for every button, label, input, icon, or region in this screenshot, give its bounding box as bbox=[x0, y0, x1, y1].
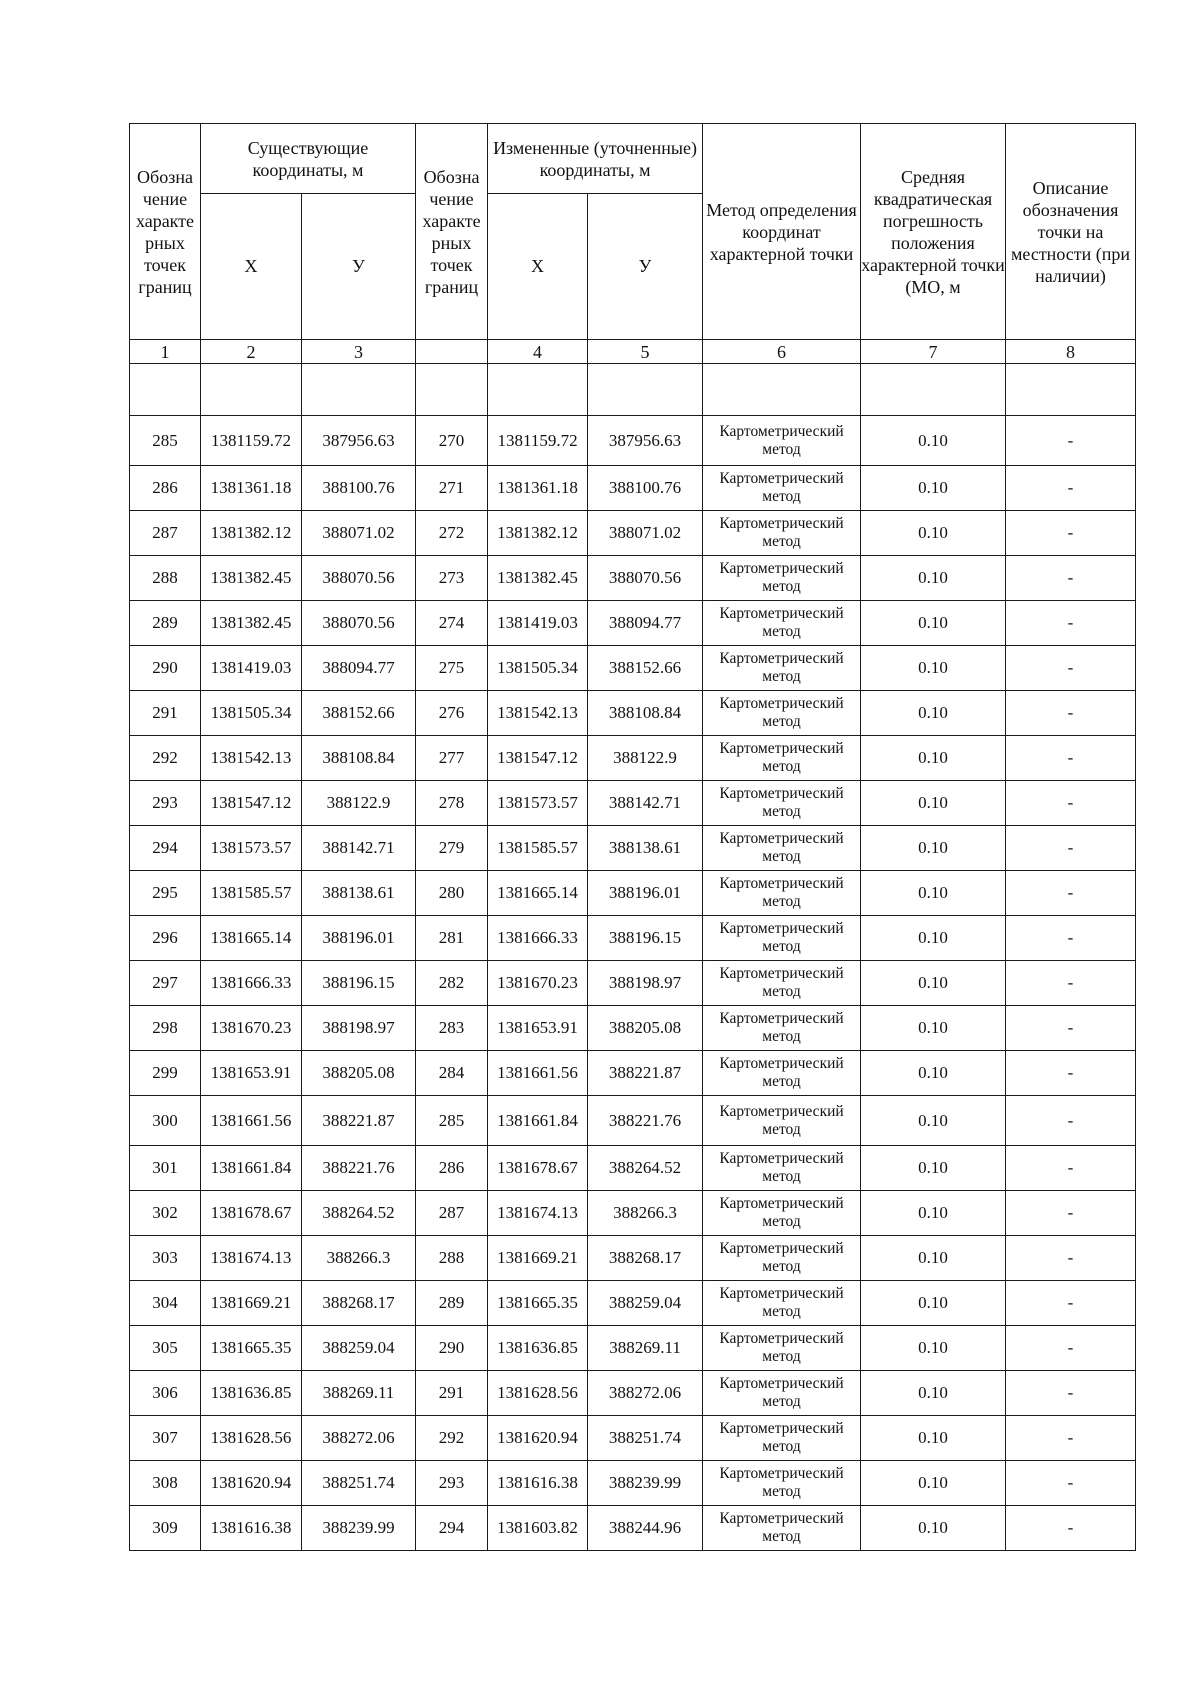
cell-description: - bbox=[1006, 916, 1136, 961]
cell-point-changed: 292 bbox=[416, 1416, 488, 1461]
cell-existing-y: 388221.87 bbox=[302, 1096, 416, 1146]
cell-existing-x: 1381382.12 bbox=[201, 511, 302, 556]
cell-error: 0.10 bbox=[861, 1051, 1006, 1096]
cell-existing-x: 1381661.56 bbox=[201, 1096, 302, 1146]
cell-existing-x: 1381666.33 bbox=[201, 961, 302, 1006]
cell-changed-y: 388268.17 bbox=[588, 1236, 703, 1281]
cell-existing-y: 388196.01 bbox=[302, 916, 416, 961]
cell-point-changed: 285 bbox=[416, 1096, 488, 1146]
table-row bbox=[130, 826, 1136, 871]
cell-existing-x: 1381636.85 bbox=[201, 1371, 302, 1416]
blank-cell bbox=[130, 364, 201, 416]
cell-point-existing: 304 bbox=[130, 1281, 201, 1326]
cell-method: Картометрический метод bbox=[703, 871, 861, 916]
cell-changed-y: 388244.96 bbox=[588, 1506, 703, 1551]
cell-method: Картометрический метод bbox=[703, 601, 861, 646]
column-numbers-row bbox=[130, 340, 1136, 364]
cell-existing-y: 388094.77 bbox=[302, 646, 416, 691]
table-row bbox=[130, 1236, 1136, 1281]
cell-changed-x: 1381159.72 bbox=[488, 416, 588, 466]
cell-method: Картометрический метод bbox=[703, 1371, 861, 1416]
cell-existing-y: 388272.06 bbox=[302, 1416, 416, 1461]
cell-method: Картометрический метод bbox=[703, 826, 861, 871]
cell-existing-x: 1381505.34 bbox=[201, 691, 302, 736]
cell-existing-y: 388264.52 bbox=[302, 1191, 416, 1236]
cell-description: - bbox=[1006, 826, 1136, 871]
cell-point-existing: 299 bbox=[130, 1051, 201, 1096]
table-row bbox=[130, 916, 1136, 961]
table-row bbox=[130, 1371, 1136, 1416]
cell-point-changed: 294 bbox=[416, 1506, 488, 1551]
cell-point-existing: 285 bbox=[130, 416, 201, 466]
cell-point-existing: 288 bbox=[130, 556, 201, 601]
cell-point-changed: 284 bbox=[416, 1051, 488, 1096]
cell-existing-y: 388152.66 bbox=[302, 691, 416, 736]
cell-point-changed: 282 bbox=[416, 961, 488, 1006]
cell-changed-x: 1381620.94 bbox=[488, 1416, 588, 1461]
cell-existing-y: 388100.76 bbox=[302, 466, 416, 511]
cell-changed-y: 388196.01 bbox=[588, 871, 703, 916]
header-changed-x: Х bbox=[488, 194, 588, 340]
cell-description: - bbox=[1006, 1506, 1136, 1551]
cell-changed-y: 388198.97 bbox=[588, 961, 703, 1006]
cell-point-existing: 297 bbox=[130, 961, 201, 1006]
coordinates-table bbox=[129, 123, 1136, 1551]
cell-point-existing: 303 bbox=[130, 1236, 201, 1281]
cell-method: Картометрический метод bbox=[703, 1146, 861, 1191]
column-number: 4 bbox=[488, 340, 588, 364]
cell-existing-y: 388268.17 bbox=[302, 1281, 416, 1326]
cell-point-changed: 289 bbox=[416, 1281, 488, 1326]
cell-point-existing: 305 bbox=[130, 1326, 201, 1371]
cell-changed-x: 1381382.12 bbox=[488, 511, 588, 556]
cell-description: - bbox=[1006, 871, 1136, 916]
cell-existing-x: 1381661.84 bbox=[201, 1146, 302, 1191]
cell-point-changed: 287 bbox=[416, 1191, 488, 1236]
cell-description: - bbox=[1006, 601, 1136, 646]
cell-point-changed: 290 bbox=[416, 1326, 488, 1371]
cell-existing-x: 1381616.38 bbox=[201, 1506, 302, 1551]
cell-changed-y: 388239.99 bbox=[588, 1461, 703, 1506]
cell-point-changed: 280 bbox=[416, 871, 488, 916]
cell-changed-x: 1381419.03 bbox=[488, 601, 588, 646]
cell-existing-x: 1381670.23 bbox=[201, 1006, 302, 1051]
cell-changed-y: 388221.87 bbox=[588, 1051, 703, 1096]
cell-error: 0.10 bbox=[861, 1371, 1006, 1416]
blank-cell bbox=[703, 364, 861, 416]
cell-point-existing: 295 bbox=[130, 871, 201, 916]
cell-existing-x: 1381674.13 bbox=[201, 1236, 302, 1281]
cell-changed-x: 1381661.56 bbox=[488, 1051, 588, 1096]
cell-existing-x: 1381628.56 bbox=[201, 1416, 302, 1461]
table-row bbox=[130, 736, 1136, 781]
cell-changed-x: 1381542.13 bbox=[488, 691, 588, 736]
cell-existing-x: 1381665.35 bbox=[201, 1326, 302, 1371]
cell-point-changed: 275 bbox=[416, 646, 488, 691]
cell-changed-x: 1381505.34 bbox=[488, 646, 588, 691]
cell-existing-y: 388239.99 bbox=[302, 1506, 416, 1551]
cell-description: - bbox=[1006, 416, 1136, 466]
cell-method: Картометрический метод bbox=[703, 511, 861, 556]
cell-changed-y: 388100.76 bbox=[588, 466, 703, 511]
cell-method: Картометрический метод bbox=[703, 1051, 861, 1096]
cell-point-changed: 270 bbox=[416, 416, 488, 466]
cell-point-changed: 277 bbox=[416, 736, 488, 781]
cell-existing-x: 1381361.18 bbox=[201, 466, 302, 511]
cell-point-existing: 293 bbox=[130, 781, 201, 826]
table-row bbox=[130, 1461, 1136, 1506]
table-row bbox=[130, 556, 1136, 601]
cell-point-existing: 296 bbox=[130, 916, 201, 961]
cell-error: 0.10 bbox=[861, 1281, 1006, 1326]
cell-existing-x: 1381382.45 bbox=[201, 601, 302, 646]
cell-method: Картометрический метод bbox=[703, 1326, 861, 1371]
cell-point-existing: 307 bbox=[130, 1416, 201, 1461]
cell-point-changed: 279 bbox=[416, 826, 488, 871]
cell-point-existing: 308 bbox=[130, 1461, 201, 1506]
cell-description: - bbox=[1006, 1416, 1136, 1461]
cell-existing-y: 388196.15 bbox=[302, 961, 416, 1006]
cell-description: - bbox=[1006, 961, 1136, 1006]
cell-existing-y: 388266.3 bbox=[302, 1236, 416, 1281]
cell-changed-x: 1381653.91 bbox=[488, 1006, 588, 1051]
cell-existing-x: 1381159.72 bbox=[201, 416, 302, 466]
cell-error: 0.10 bbox=[861, 736, 1006, 781]
table-row bbox=[130, 691, 1136, 736]
cell-existing-x: 1381620.94 bbox=[201, 1461, 302, 1506]
cell-point-changed: 278 bbox=[416, 781, 488, 826]
cell-error: 0.10 bbox=[861, 601, 1006, 646]
cell-description: - bbox=[1006, 1051, 1136, 1096]
cell-changed-y: 388142.71 bbox=[588, 781, 703, 826]
cell-changed-y: 388205.08 bbox=[588, 1006, 703, 1051]
cell-changed-y: 388259.04 bbox=[588, 1281, 703, 1326]
cell-error: 0.10 bbox=[861, 1326, 1006, 1371]
cell-existing-x: 1381585.57 bbox=[201, 871, 302, 916]
cell-method: Картометрический метод bbox=[703, 646, 861, 691]
cell-changed-y: 388221.76 bbox=[588, 1096, 703, 1146]
cell-point-existing: 289 bbox=[130, 601, 201, 646]
header-existing-x: Х bbox=[201, 194, 302, 340]
header-existing-y: У bbox=[302, 194, 416, 340]
cell-description: - bbox=[1006, 1461, 1136, 1506]
cell-changed-x: 1381361.18 bbox=[488, 466, 588, 511]
cell-existing-y: 388251.74 bbox=[302, 1461, 416, 1506]
cell-method: Картометрический метод bbox=[703, 1236, 861, 1281]
cell-description: - bbox=[1006, 1191, 1136, 1236]
cell-changed-x: 1381674.13 bbox=[488, 1191, 588, 1236]
cell-changed-x: 1381669.21 bbox=[488, 1236, 588, 1281]
cell-existing-x: 1381653.91 bbox=[201, 1051, 302, 1096]
cell-changed-y: 388251.74 bbox=[588, 1416, 703, 1461]
cell-existing-x: 1381573.57 bbox=[201, 826, 302, 871]
column-number bbox=[416, 340, 488, 364]
cell-error: 0.10 bbox=[861, 1236, 1006, 1281]
cell-method: Картометрический метод bbox=[703, 1281, 861, 1326]
cell-point-existing: 301 bbox=[130, 1146, 201, 1191]
cell-method: Картометрический метод bbox=[703, 1096, 861, 1146]
cell-method: Картометрический метод bbox=[703, 736, 861, 781]
cell-error: 0.10 bbox=[861, 466, 1006, 511]
cell-changed-x: 1381585.57 bbox=[488, 826, 588, 871]
cell-description: - bbox=[1006, 646, 1136, 691]
cell-method: Картометрический метод bbox=[703, 916, 861, 961]
cell-existing-y: 388142.71 bbox=[302, 826, 416, 871]
cell-changed-x: 1381636.85 bbox=[488, 1326, 588, 1371]
cell-method: Картометрический метод bbox=[703, 1461, 861, 1506]
cell-description: - bbox=[1006, 691, 1136, 736]
cell-changed-y: 388122.9 bbox=[588, 736, 703, 781]
cell-changed-y: 388070.56 bbox=[588, 556, 703, 601]
cell-existing-x: 1381678.67 bbox=[201, 1191, 302, 1236]
cell-changed-y: 388108.84 bbox=[588, 691, 703, 736]
cell-method: Картометрический метод bbox=[703, 466, 861, 511]
cell-point-existing: 286 bbox=[130, 466, 201, 511]
blank-cell bbox=[588, 364, 703, 416]
cell-changed-x: 1381666.33 bbox=[488, 916, 588, 961]
cell-error: 0.10 bbox=[861, 556, 1006, 601]
cell-existing-y: 388205.08 bbox=[302, 1051, 416, 1096]
blank-cell bbox=[1006, 364, 1136, 416]
column-number: 6 bbox=[703, 340, 861, 364]
cell-error: 0.10 bbox=[861, 691, 1006, 736]
cell-existing-x: 1381419.03 bbox=[201, 646, 302, 691]
header-changed-y: У bbox=[588, 194, 703, 340]
cell-existing-y: 387956.63 bbox=[302, 416, 416, 466]
cell-point-existing: 302 bbox=[130, 1191, 201, 1236]
cell-error: 0.10 bbox=[861, 416, 1006, 466]
cell-method: Картометрический метод bbox=[703, 416, 861, 466]
cell-changed-x: 1381670.23 bbox=[488, 961, 588, 1006]
table-row bbox=[130, 466, 1136, 511]
cell-point-changed: 288 bbox=[416, 1236, 488, 1281]
header-point-designation-existing: Обозна чение характе рных точек границ bbox=[130, 124, 201, 340]
cell-method: Картометрический метод bbox=[703, 1191, 861, 1236]
cell-error: 0.10 bbox=[861, 511, 1006, 556]
cell-description: - bbox=[1006, 1236, 1136, 1281]
cell-description: - bbox=[1006, 1371, 1136, 1416]
table-row bbox=[130, 1506, 1136, 1551]
cell-description: - bbox=[1006, 736, 1136, 781]
cell-method: Картометрический метод bbox=[703, 961, 861, 1006]
cell-error: 0.10 bbox=[861, 1191, 1006, 1236]
column-number: 8 bbox=[1006, 340, 1136, 364]
cell-existing-y: 388108.84 bbox=[302, 736, 416, 781]
cell-changed-y: 388196.15 bbox=[588, 916, 703, 961]
column-number: 7 bbox=[861, 340, 1006, 364]
cell-changed-y: 388094.77 bbox=[588, 601, 703, 646]
cell-existing-y: 388070.56 bbox=[302, 556, 416, 601]
cell-point-existing: 300 bbox=[130, 1096, 201, 1146]
cell-changed-x: 1381665.35 bbox=[488, 1281, 588, 1326]
cell-changed-x: 1381661.84 bbox=[488, 1096, 588, 1146]
cell-existing-y: 388071.02 bbox=[302, 511, 416, 556]
cell-changed-y: 388264.52 bbox=[588, 1146, 703, 1191]
cell-existing-x: 1381665.14 bbox=[201, 916, 302, 961]
table-row bbox=[130, 1326, 1136, 1371]
cell-point-changed: 291 bbox=[416, 1371, 488, 1416]
cell-error: 0.10 bbox=[861, 1006, 1006, 1051]
cell-error: 0.10 bbox=[861, 646, 1006, 691]
blank-cell bbox=[201, 364, 302, 416]
cell-method: Картометрический метод bbox=[703, 781, 861, 826]
cell-method: Картометрический метод bbox=[703, 1416, 861, 1461]
cell-changed-y: 388152.66 bbox=[588, 646, 703, 691]
cell-method: Картометрический метод bbox=[703, 1006, 861, 1051]
cell-changed-x: 1381382.45 bbox=[488, 556, 588, 601]
table-row bbox=[130, 1146, 1136, 1191]
cell-point-existing: 309 bbox=[130, 1506, 201, 1551]
table-row bbox=[130, 511, 1136, 556]
table-row bbox=[130, 601, 1136, 646]
column-number: 2 bbox=[201, 340, 302, 364]
cell-point-changed: 274 bbox=[416, 601, 488, 646]
table-row bbox=[130, 961, 1136, 1006]
cell-point-changed: 281 bbox=[416, 916, 488, 961]
cell-description: - bbox=[1006, 1006, 1136, 1051]
cell-point-changed: 271 bbox=[416, 466, 488, 511]
cell-existing-y: 388259.04 bbox=[302, 1326, 416, 1371]
cell-description: - bbox=[1006, 466, 1136, 511]
cell-point-changed: 272 bbox=[416, 511, 488, 556]
cell-description: - bbox=[1006, 1281, 1136, 1326]
cell-changed-y: 388272.06 bbox=[588, 1371, 703, 1416]
cell-existing-y: 388122.9 bbox=[302, 781, 416, 826]
cell-point-changed: 293 bbox=[416, 1461, 488, 1506]
table-row bbox=[130, 1051, 1136, 1096]
cell-error: 0.10 bbox=[861, 871, 1006, 916]
cell-point-changed: 283 bbox=[416, 1006, 488, 1051]
cell-point-existing: 294 bbox=[130, 826, 201, 871]
header-existing-coordinates: Существующие координаты, м bbox=[201, 124, 416, 194]
cell-changed-y: 388138.61 bbox=[588, 826, 703, 871]
header-changed-coordinates: Измененные (уточненные) координаты, м bbox=[488, 124, 703, 194]
cell-error: 0.10 bbox=[861, 1506, 1006, 1551]
cell-error: 0.10 bbox=[861, 1461, 1006, 1506]
cell-point-existing: 306 bbox=[130, 1371, 201, 1416]
table-row bbox=[130, 1281, 1136, 1326]
cell-existing-y: 388221.76 bbox=[302, 1146, 416, 1191]
table-row bbox=[130, 871, 1136, 916]
cell-changed-x: 1381678.67 bbox=[488, 1146, 588, 1191]
cell-method: Картометрический метод bbox=[703, 556, 861, 601]
cell-error: 0.10 bbox=[861, 961, 1006, 1006]
table-row bbox=[130, 416, 1136, 466]
cell-existing-y: 388269.11 bbox=[302, 1371, 416, 1416]
header-description: Описание обозначения точки на местности (при наличии) bbox=[1006, 124, 1136, 340]
blank-cell bbox=[302, 364, 416, 416]
cell-point-changed: 276 bbox=[416, 691, 488, 736]
cell-existing-x: 1381542.13 bbox=[201, 736, 302, 781]
blank-cell bbox=[488, 364, 588, 416]
cell-error: 0.10 bbox=[861, 1146, 1006, 1191]
column-number: 1 bbox=[130, 340, 201, 364]
cell-point-existing: 290 bbox=[130, 646, 201, 691]
cell-description: - bbox=[1006, 1146, 1136, 1191]
cell-description: - bbox=[1006, 511, 1136, 556]
cell-changed-x: 1381616.38 bbox=[488, 1461, 588, 1506]
cell-changed-x: 1381547.12 bbox=[488, 736, 588, 781]
header-row-top bbox=[130, 124, 1136, 194]
table-row bbox=[130, 1416, 1136, 1461]
cell-error: 0.10 bbox=[861, 1416, 1006, 1461]
cell-error: 0.10 bbox=[861, 826, 1006, 871]
cell-description: - bbox=[1006, 1096, 1136, 1146]
cell-changed-y: 387956.63 bbox=[588, 416, 703, 466]
cell-description: - bbox=[1006, 556, 1136, 601]
cell-existing-y: 388138.61 bbox=[302, 871, 416, 916]
table-row bbox=[130, 1191, 1136, 1236]
cell-existing-x: 1381669.21 bbox=[201, 1281, 302, 1326]
table-row bbox=[130, 1006, 1136, 1051]
cell-point-changed: 273 bbox=[416, 556, 488, 601]
cell-method: Картометрический метод bbox=[703, 1506, 861, 1551]
header-method: Метод определения координат характерной точки bbox=[703, 124, 861, 340]
cell-error: 0.10 bbox=[861, 1096, 1006, 1146]
cell-error: 0.10 bbox=[861, 781, 1006, 826]
cell-changed-y: 388071.02 bbox=[588, 511, 703, 556]
blank-row bbox=[130, 364, 1136, 416]
cell-changed-x: 1381665.14 bbox=[488, 871, 588, 916]
column-number: 3 bbox=[302, 340, 416, 364]
cell-point-existing: 298 bbox=[130, 1006, 201, 1051]
table-row bbox=[130, 646, 1136, 691]
cell-changed-x: 1381628.56 bbox=[488, 1371, 588, 1416]
cell-changed-x: 1381603.82 bbox=[488, 1506, 588, 1551]
cell-method: Картометрический метод bbox=[703, 691, 861, 736]
cell-point-existing: 292 bbox=[130, 736, 201, 781]
blank-cell bbox=[861, 364, 1006, 416]
cell-existing-y: 388070.56 bbox=[302, 601, 416, 646]
cell-point-changed: 286 bbox=[416, 1146, 488, 1191]
column-number: 5 bbox=[588, 340, 703, 364]
header-mean-square-error: Средняя квадратическая погрешность положения характерной точки (МО, м bbox=[861, 124, 1006, 340]
cell-point-existing: 287 bbox=[130, 511, 201, 556]
cell-description: - bbox=[1006, 781, 1136, 826]
blank-cell bbox=[416, 364, 488, 416]
cell-error: 0.10 bbox=[861, 916, 1006, 961]
cell-changed-x: 1381573.57 bbox=[488, 781, 588, 826]
header-point-designation-changed: Обозна чение характе рных точек границ bbox=[416, 124, 488, 340]
cell-point-existing: 291 bbox=[130, 691, 201, 736]
cell-changed-y: 388266.3 bbox=[588, 1191, 703, 1236]
cell-existing-x: 1381547.12 bbox=[201, 781, 302, 826]
cell-changed-y: 388269.11 bbox=[588, 1326, 703, 1371]
cell-existing-y: 388198.97 bbox=[302, 1006, 416, 1051]
cell-existing-x: 1381382.45 bbox=[201, 556, 302, 601]
cell-description: - bbox=[1006, 1326, 1136, 1371]
table-row bbox=[130, 1096, 1136, 1146]
table-row bbox=[130, 781, 1136, 826]
